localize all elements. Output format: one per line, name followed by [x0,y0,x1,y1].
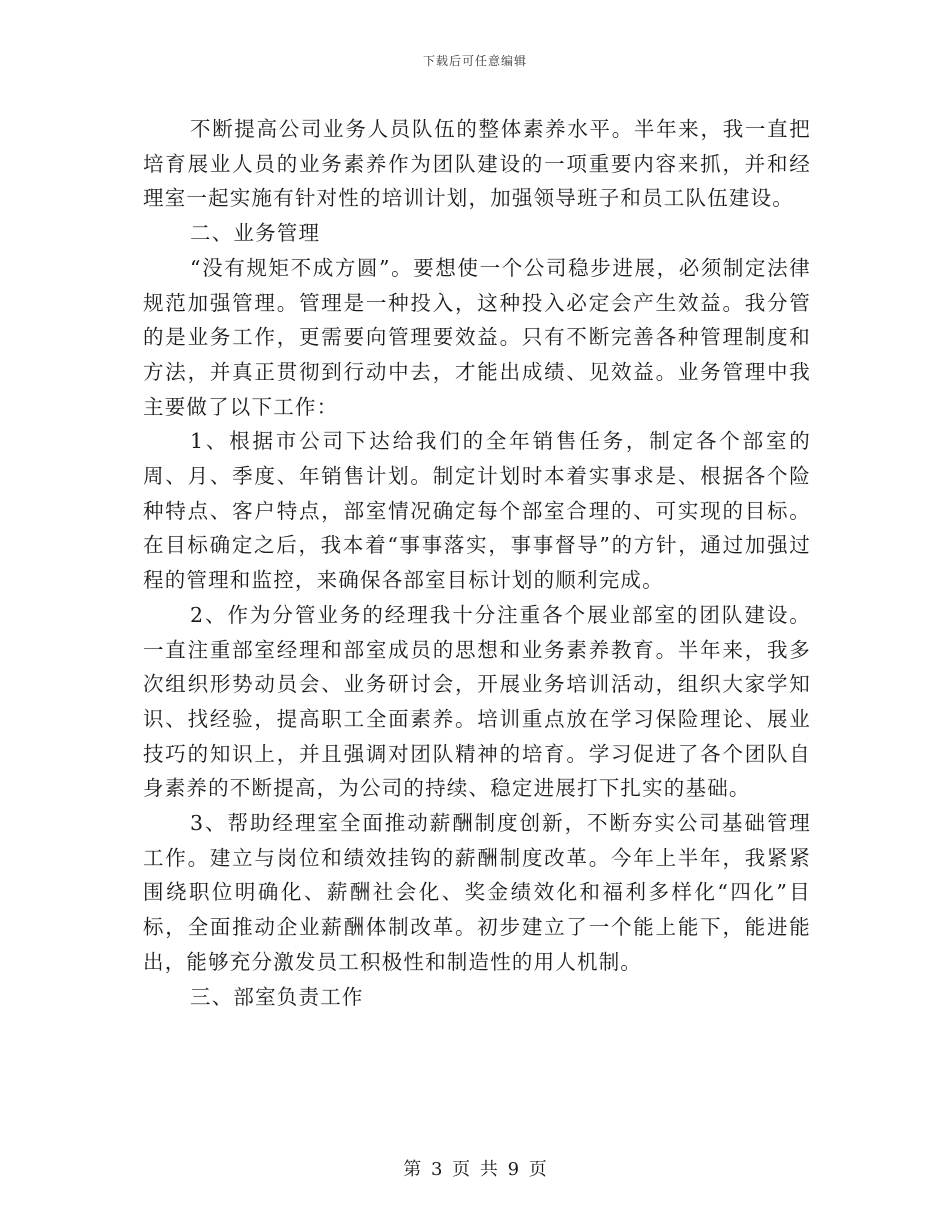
paragraph-rules-management: “没有规矩不成方圆”。要想使一个公司稳步进展，必须制定法律规范加强管理。管理是一种投入，这种投入必定会产生效益。我分管的是业务工作，更需要向管理要效益。只有不断完善各种管理制度和方法，并真正贯彻到行动中去，才能出成绩、见效益。业务管理中我主要做了以下工作： [143,255,811,419]
document-body [143,112,811,1014]
paragraph-item-3-salary-reform: 3、帮助经理室全面推动薪酬制度创新，不断夯实公司基础管理工作。建立与岗位和绩效挂钩的薪酬制度改革。今年上半年，我紧紧围绕职位明确化、薪酬社会化、奖金绩效化和福利多样化“四化”目标，全面推动企业薪酬体制改革。初步建立了一个能上能下，能进能出，能够充分激发员工积极性和制造性的用人机制。 [143,811,811,974]
paragraph-team-quality: 不断提高公司业务人员队伍的整体素养水平。半年来，我一直把培育展业人员的业务素养作为团队建设的一项重要内容来抓，并和经理室一起实施有针对性的培训计划，加强领导班子和员工队伍建设。 [143,117,811,211]
page-footer: 第 3 页 共 9 页 [403,1159,547,1180]
paragraph-item-2-team-building: 2、作为分管业务的经理我十分注重各个展业部室的团队建设。一直注重部室经理和部室成员的思想和业务素养教育。半年来，我多次组织形势动员会、业务研讨会，开展业务培训活动，组织大家学知识、找经验，提高职工全面素养。培训重点放在学习保险理论、展业技巧的知识上，并且强调对团队精神的培育。学习促进了各个团队自身素养的不断提高，为公司的持续、稳定进展打下扎实的基础。 [143,602,811,801]
heading-business-management: 二、业务管理 [190,221,321,246]
heading-department-work: 三、部室负责工作 [190,984,364,1009]
paragraph-item-1-sales-plan: 1、根据市公司下达给我们的全年销售任务，制定各个部室的周、月、季度、年销售计划。制定计划时本着实事求是、根据各个险种特点、客户特点，部室情况确定每个部室合理的、可实现的目标。在目标确定之后，我本着“事事落实，事事督导”的方针，通过加强过程的管理和监控，来确保各部室目标计划的顺利完成。 [143,429,811,593]
page-header: 下载后可任意编辑 [422,54,527,68]
